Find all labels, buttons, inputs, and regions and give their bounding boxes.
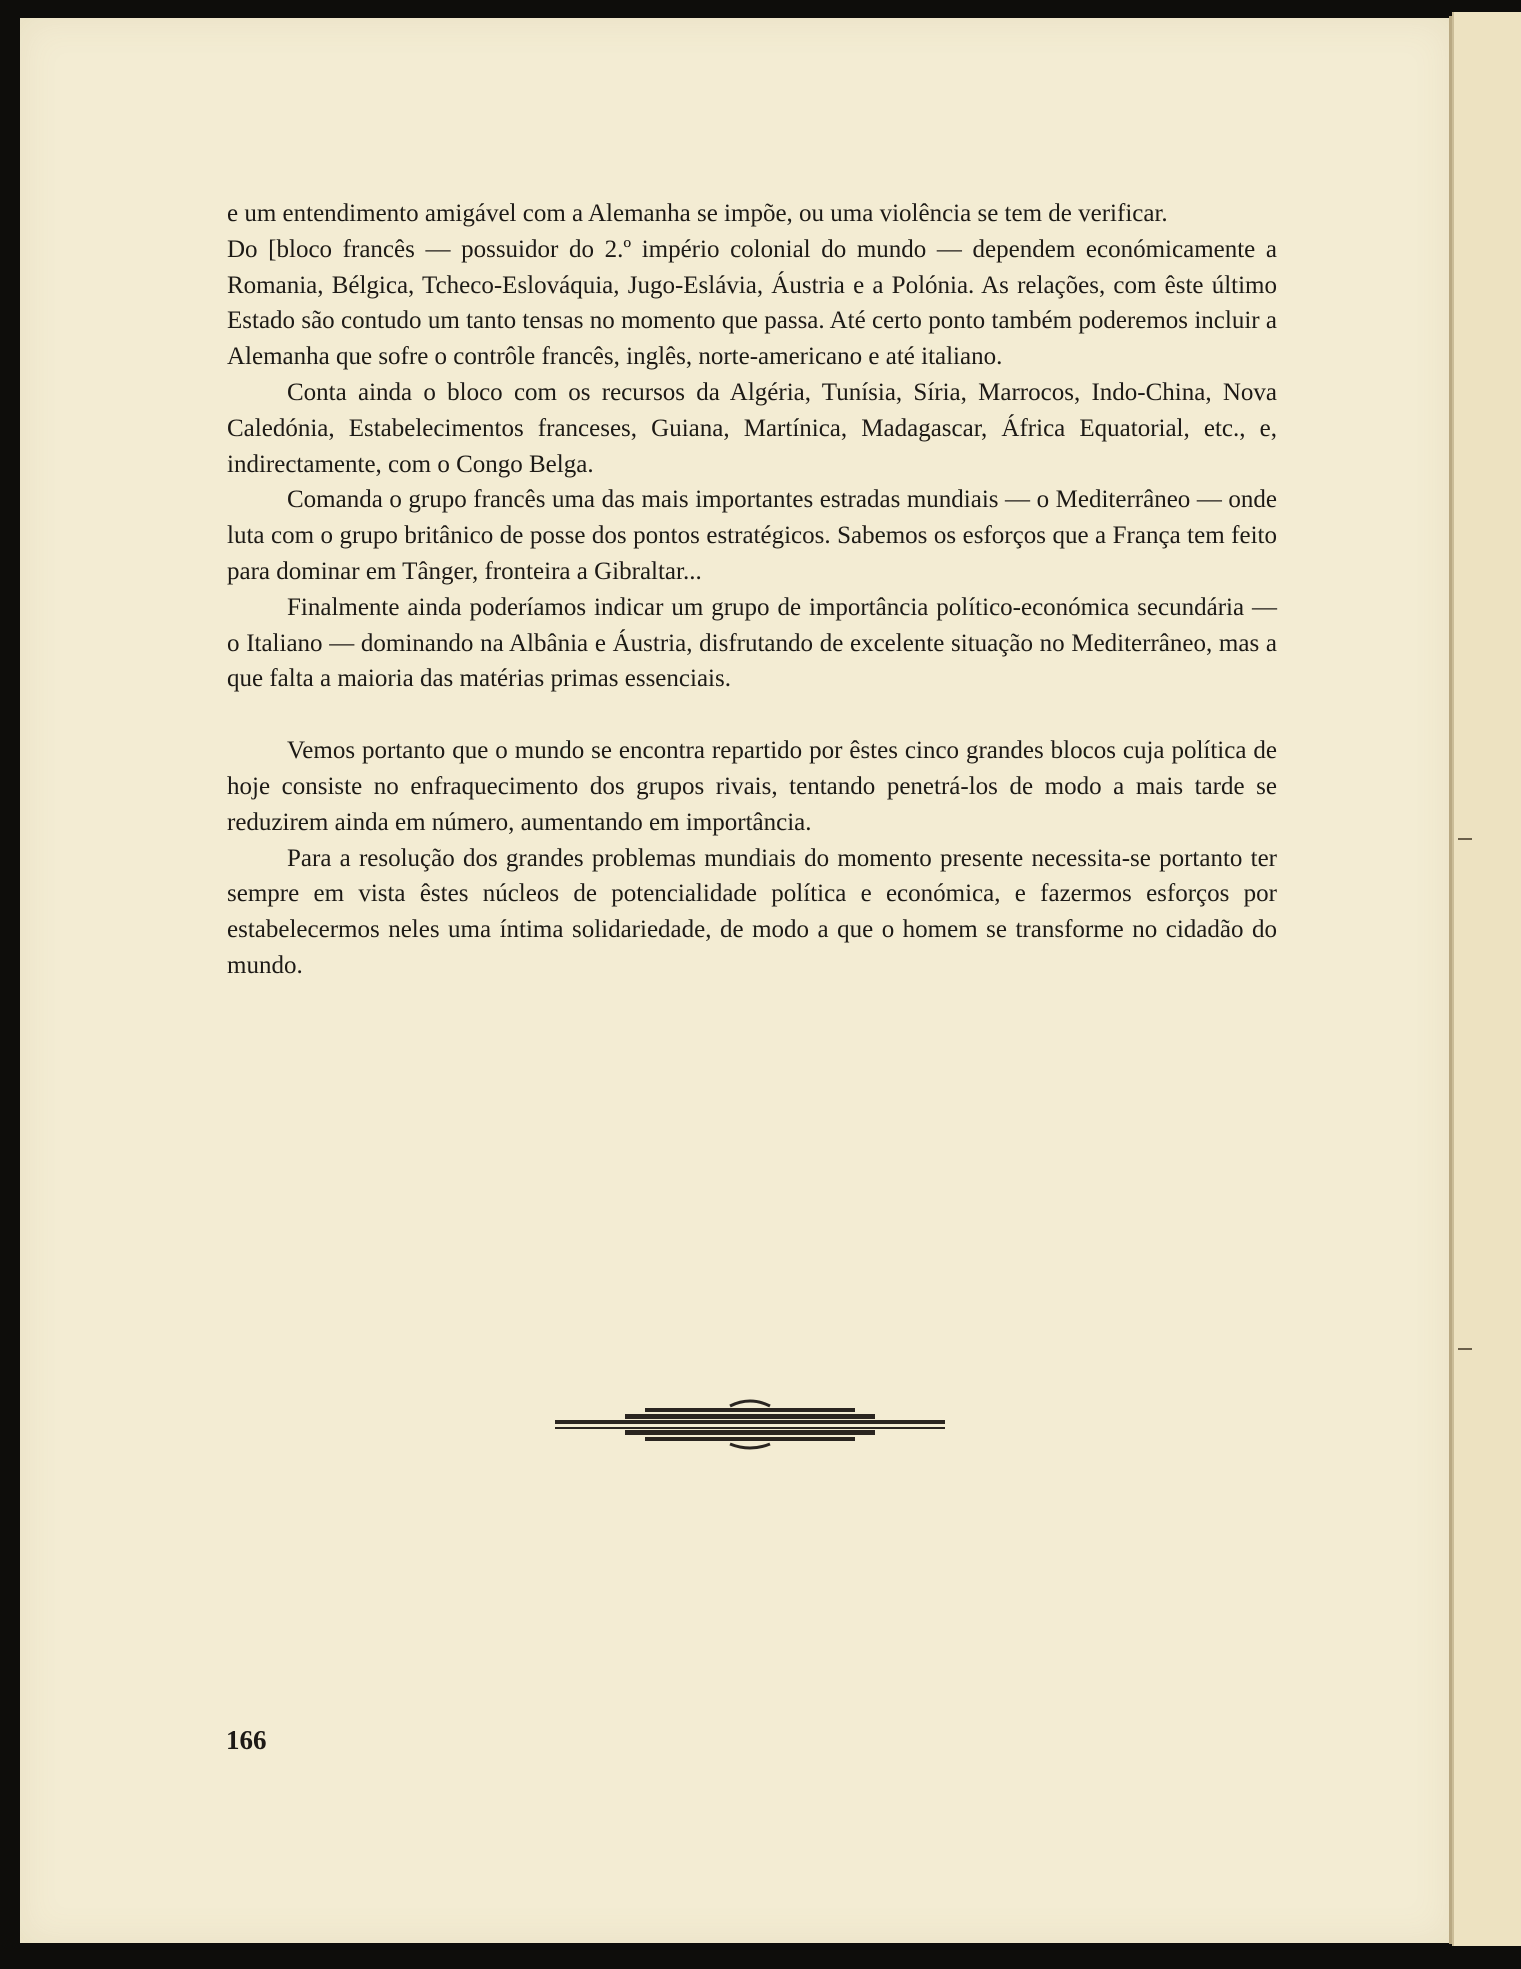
paragraph: Comanda o grupo francês uma das mais importantes estradas mundiais — o Mediterrâneo — onde luta com o grupo britânico de posse dos pontos estratégicos. Sabemos os esforços que a França tem feito para dominar em Tânger, fronteira a Gibraltar... <box>227 486 1277 585</box>
paragraph: Do [bloco francês — possuidor do 2.º império colonial do mundo — dependem económicamente a Romania, Bélgica, Tcheco-Eslováquia, Jugo-Eslávia, Áustria e a Polónia. As relações, com êste último Estado são contudo um tanto tensas no momento que passa. Até certo ponto também poderemos incluir a Alemanha que sofre o contrôle francês, inglês, norte-americano e até italiano. <box>227 235 1277 371</box>
margin-mark <box>1458 838 1472 840</box>
page-number: 166 <box>226 1725 267 1755</box>
decorative-rule-ornament-icon <box>555 1394 945 1454</box>
margin-mark <box>1458 1348 1472 1350</box>
paragraph: Para a resolução dos grandes problemas mundiais do momento presente necessita-se portanto ter sempre em vista êstes núcleos de potencialidade política e económica, e fazermos esforços por estabelecermos neles uma íntima solidariedade, de modo a que o homem se transforme no cidadão do mundo. <box>227 844 1277 979</box>
body-text <box>227 196 1277 984</box>
paragraph: e um entendimento amigável com a Alemanha se impõe, ou uma violência se tem de verificar. <box>227 200 1168 227</box>
adjacent-page-edge <box>1452 12 1521 1946</box>
paragraph: Conta ainda o bloco com os recursos da Algéria, Tunísia, Síria, Marrocos, Indo-China, Nova Caledónia, Estabelecimentos franceses, Guiana, Martínica, Madagascar, África Equatorial, etc., e, indirectamente, com o Congo Belga. <box>227 378 1277 478</box>
paragraph: Finalmente ainda poderíamos indicar um grupo de importância político-económica secundária — o Italiano — dominando na Albânia e Áustria, disfrutando de excelente situação no Mediterrâneo, mas a que falta a maioria das matérias primas essenciais. <box>227 593 1277 693</box>
section-gap <box>227 697 1277 733</box>
paragraph: Vemos portanto que o mundo se encontra repartido por êstes cinco grandes blocos cuja política de hoje consiste no enfraquecimento dos grupos rivais, tentando penetrá-los de modo a mais tarde se reduzirem ainda em número, aumentando em importância. <box>227 737 1277 836</box>
